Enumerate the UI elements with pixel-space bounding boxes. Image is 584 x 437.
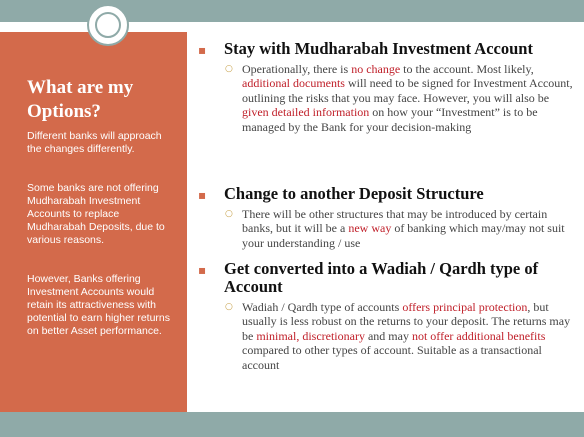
option-detail bbox=[198, 207, 578, 250]
detail-phrase: to the account. Most likely, bbox=[400, 62, 534, 76]
circle-ornament-icon bbox=[87, 4, 129, 46]
circle-bullet-icon: ○ bbox=[225, 64, 233, 74]
option-wadiah-qardh bbox=[198, 260, 578, 372]
option-heading: Change to another Deposit Structure bbox=[224, 184, 484, 203]
detail-phrase: of banking which may/may not suit your understanding / use bbox=[242, 221, 565, 250]
highlighted-phrase: not offer additional benefits bbox=[411, 328, 546, 343]
detail-phrase: There will be other structures that may be introduced by certain banks, but it will be a bbox=[242, 207, 548, 236]
detail-phrase: , but usually is less robust on the returns to your deposit. The returns may be bbox=[242, 300, 571, 343]
option-heading: Get converted into a Wadiah / Qardh type of Account bbox=[224, 259, 539, 296]
highlighted-phrase: offers principal protection bbox=[402, 300, 528, 314]
sidebar-paragraph-1: Different banks will approach the changes differently. bbox=[27, 130, 162, 155]
circle-bullet-icon: ○ bbox=[225, 302, 233, 312]
highlighted-phrase: minimal, discretionary bbox=[256, 328, 365, 343]
option-detail-text bbox=[242, 62, 578, 134]
option-heading: Stay with Mudharabah Investment Account bbox=[224, 39, 533, 58]
circle-ornament-inner bbox=[95, 12, 121, 38]
sidebar-paragraph-2: Some banks are not offering Mudharabah Investment Accounts to replace Mudharabah Deposits, due to various reasons. bbox=[27, 182, 165, 246]
highlighted-phrase: additional documents bbox=[242, 76, 345, 91]
highlighted-phrase: given detailed information bbox=[242, 105, 370, 120]
sidebar-title: What are my Options? bbox=[27, 77, 134, 122]
detail-phrase: will need to be signed for Investment Account, outlining the risks that you may face. However, you will also be bbox=[242, 76, 573, 105]
sidebar-paragraph-3: However, Banks offering Investment Accounts would retain its attractiveness with potential to earn higher returns on better Asset performance. bbox=[27, 273, 171, 337]
options-sidebar bbox=[0, 32, 187, 412]
square-bullet-icon: ▪ bbox=[198, 188, 207, 202]
circle-bullet-icon: ○ bbox=[225, 209, 233, 219]
highlighted-phrase: new way bbox=[348, 221, 392, 236]
detail-phrase: Wadiah / Qardh type of accounts bbox=[242, 300, 403, 314]
option-detail bbox=[198, 62, 578, 134]
highlighted-phrase: no change bbox=[351, 62, 401, 76]
option-detail bbox=[198, 300, 578, 372]
detail-phrase: compared to other types of account. Suitable as a transactional account bbox=[242, 343, 542, 372]
square-bullet-icon: ▪ bbox=[198, 43, 207, 57]
detail-phrase: Operationally, there is bbox=[242, 62, 352, 76]
option-change-deposit bbox=[198, 185, 578, 250]
detail-phrase: and may bbox=[364, 328, 412, 343]
option-detail-text bbox=[242, 300, 578, 372]
detail-phrase: on how your “Investment” is to be managed by the Bank for your decision-making bbox=[242, 105, 538, 134]
option-stay-mudharabah bbox=[198, 40, 578, 134]
option-detail-text bbox=[242, 207, 578, 250]
square-bullet-icon: ▪ bbox=[198, 263, 207, 277]
bottom-decor-bar bbox=[0, 412, 584, 437]
